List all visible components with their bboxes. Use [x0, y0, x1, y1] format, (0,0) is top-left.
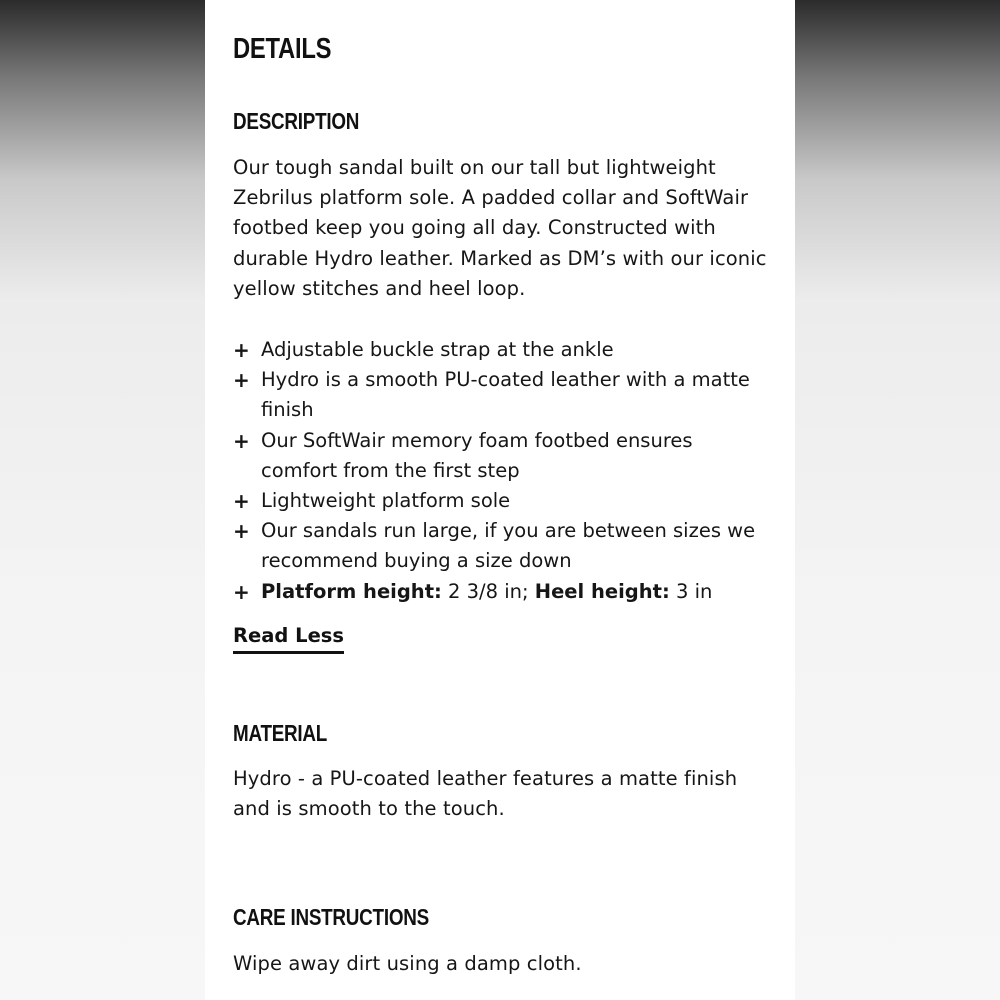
description-line: yellow stitches and heel loop.	[233, 276, 526, 300]
product-details-panel	[205, 0, 795, 1000]
care-instructions-paragraph: Wipe away dirt using a damp cloth.	[233, 952, 582, 975]
heel-height-value: 3 in	[669, 579, 713, 603]
list-item	[233, 426, 769, 486]
material-line: and is smooth to the touch.	[233, 797, 505, 821]
list-item	[233, 486, 769, 516]
list-item-text: Our SoftWair memory foam footbed ensures	[261, 428, 693, 452]
list-item-text: Lightweight platform sole	[261, 489, 511, 513]
description-line: footbed keep you going all day. Constructed with	[233, 216, 716, 240]
list-item-specs	[233, 577, 769, 607]
plus-icon: +	[233, 579, 250, 604]
list-item-text: finish	[261, 398, 314, 422]
list-item	[233, 335, 769, 365]
list-item-text: recommend buying a size down	[261, 549, 572, 573]
plus-icon: +	[233, 519, 250, 544]
list-item-text: Our sandals run large, if you are between sizes we	[261, 519, 756, 543]
material-line: Hydro - a PU-coated leather features a matte finish	[233, 767, 738, 790]
description-heading: DESCRIPTION	[233, 108, 360, 134]
read-less-link[interactable]: Read Less	[233, 622, 344, 654]
description-line: Zebrilus platform sole. A padded collar and SoftWair	[233, 186, 749, 210]
platform-height-value: 2 3/8 in;	[441, 579, 535, 603]
specs-text	[261, 577, 769, 607]
plus-icon: +	[233, 338, 250, 362]
material-heading: MATERIAL	[233, 720, 328, 746]
list-item-text: Hydro is a smooth PU-coated leather with a matte	[261, 368, 750, 392]
list-item-text: Adjustable buckle strap at the ankle	[261, 338, 614, 361]
list-item-text: comfort from the first step	[261, 458, 520, 482]
heel-height-label: Heel height:	[534, 579, 670, 603]
feature-list	[233, 335, 769, 607]
list-item	[233, 365, 769, 425]
plus-icon: +	[233, 489, 250, 514]
platform-height-label: Platform height:	[261, 579, 442, 603]
material-paragraph	[233, 764, 769, 824]
care-instructions-heading: CARE INSTRUCTIONS	[233, 904, 429, 930]
description-line: Our tough sandal built on our tall but lightweight	[233, 156, 716, 179]
plus-icon: +	[233, 428, 250, 453]
description-paragraph	[233, 153, 769, 304]
plus-icon: +	[233, 368, 250, 393]
details-title: DETAILS	[233, 33, 332, 65]
description-line: durable Hydro leather. Marked as DM’s with our iconic	[233, 246, 767, 270]
list-item	[233, 516, 769, 576]
